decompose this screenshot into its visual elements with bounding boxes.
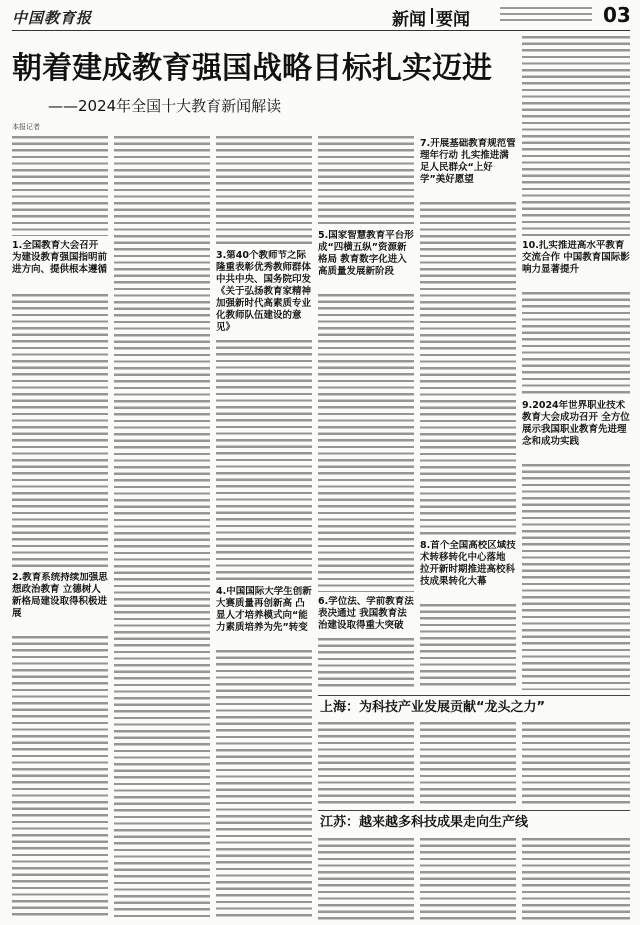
section-heading-4: 4.中国国际大学生创新大赛质量再创新高 凸显人才培养模式向“能力素质培养为先”转变 xyxy=(216,586,312,633)
article-byline: 本报记者 xyxy=(12,123,40,131)
body-text-block xyxy=(318,638,414,690)
body-text-block xyxy=(318,838,414,920)
body-text-block xyxy=(420,604,516,690)
section-heading-10: 10.扎实推进高水平教育交流合作 中国教育国际影响力显著提升 xyxy=(522,240,630,275)
body-text-block xyxy=(12,294,108,568)
body-text-block xyxy=(114,136,210,920)
side-article-title-jiangsu: 江苏：越来越多科技成果走向生产线 xyxy=(320,815,529,830)
side-article-divider xyxy=(318,695,630,696)
section-label-news: 新闻 xyxy=(392,10,426,30)
section-label-headlines: 要闻 xyxy=(436,10,470,30)
section-heading-6: 6.学位法、学前教育法表决通过 我国教育法治建设取得重大突破 xyxy=(318,596,414,631)
body-text-block xyxy=(12,136,108,236)
article-subtitle: ——2024年全国十大教育新闻解读 xyxy=(48,97,282,115)
body-text-block xyxy=(420,838,516,920)
body-text-block xyxy=(318,136,414,226)
body-text-block xyxy=(216,340,312,582)
section-heading-9: 9.2024年世界职业技术教育大会成功召开 全方位展示我国职业教育先进理念和成功实践 xyxy=(522,400,630,447)
article-headline: 朝着建成教育强国战略目标扎实迈进 xyxy=(12,51,492,86)
body-text-block xyxy=(420,722,516,806)
newspaper-logo: 中国教育报 xyxy=(12,9,93,27)
body-text-block xyxy=(420,202,516,536)
section-heading-2: 2.教育系统持续加强思想政治教育 立德树人新格局建设取得积极进展 xyxy=(12,572,108,619)
body-text-block xyxy=(216,650,312,920)
body-text-block xyxy=(318,294,414,592)
section-heading-3: 3.第40个教师节之际隆重表彰优秀教师群体 中共中央、国务院印发《关于弘扬教育家精神加强新时代高素质专业化教师队伍建设的意见》 xyxy=(216,250,312,333)
body-text-block xyxy=(522,292,630,396)
section-heading-5: 5.国家智慧教育平台形成“四横五纵”资源新格局 教育数字化进入高质量发展新阶段 xyxy=(318,230,414,277)
masthead-rule xyxy=(12,30,630,31)
body-text-block xyxy=(12,636,108,920)
side-article-divider xyxy=(318,810,630,811)
body-text-block xyxy=(522,36,630,236)
page-number: 03 xyxy=(603,3,631,27)
body-text-block xyxy=(522,464,630,690)
section-heading-7: 7.开展基础教育规范管理年行动 扎实推进满足人民群众“上好学”美好愿望 xyxy=(420,138,516,185)
body-text-block xyxy=(216,136,312,246)
section-heading-8: 8.首个全国高校区域技术转移转化中心落地 拉开新时期推进高校科技成果转化大幕 xyxy=(420,540,516,587)
body-text-block xyxy=(318,722,414,806)
section-divider xyxy=(431,8,433,24)
dateline-text xyxy=(500,7,592,25)
section-heading-1: 1.全国教育大会召开 为建设教育强国指明前进方向、提供根本遵循 xyxy=(12,240,108,275)
side-article-title-shanghai: 上海：为科技产业发展贡献“龙头之力” xyxy=(320,700,546,715)
body-text-block xyxy=(522,838,630,920)
body-text-block xyxy=(522,722,630,806)
